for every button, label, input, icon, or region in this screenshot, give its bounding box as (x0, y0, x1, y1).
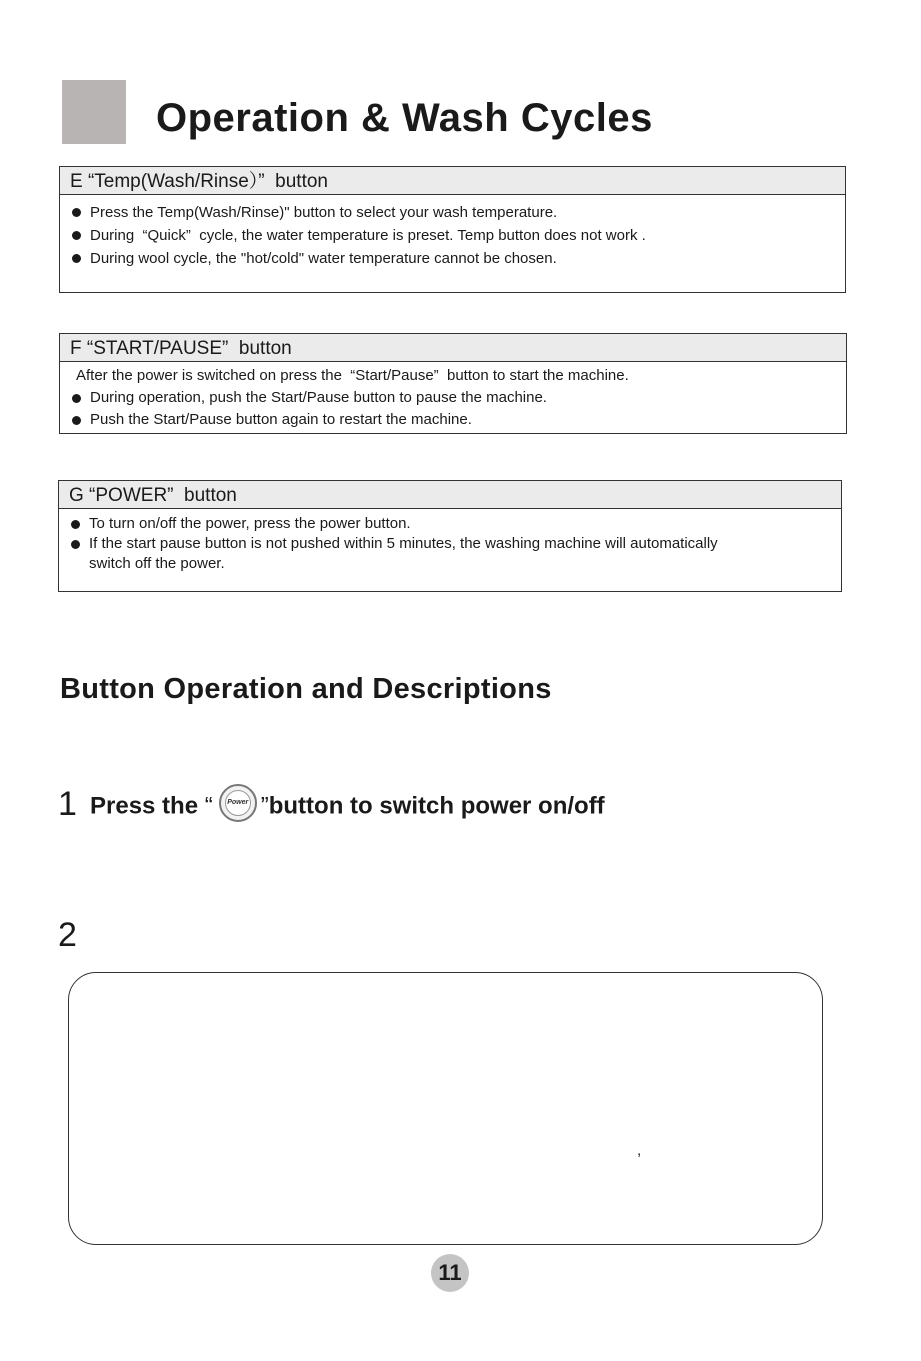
button-section-title: Button Operation and Descriptions (60, 673, 552, 705)
section-body-e (60, 195, 845, 270)
bullet-icon (72, 254, 81, 263)
section-heading-f: F “START/PAUSE” button (60, 334, 846, 362)
bullet-icon (72, 231, 81, 240)
step-2-panel (68, 972, 823, 1245)
page-title: Operation & Wash Cycles (156, 96, 653, 140)
section-body-g (59, 509, 841, 574)
bullet-icon (71, 540, 80, 549)
list-item: During wool cycle, the "hot/cold" water temperature cannot be chosen. (72, 247, 845, 270)
power-button-icon (219, 784, 257, 822)
open-quote: “ (204, 792, 213, 820)
step-number-2: 2 (58, 916, 77, 954)
power-section (58, 480, 842, 592)
bullet-icon (71, 520, 80, 529)
bullet-icon (72, 416, 81, 425)
close-quote: ” (260, 792, 269, 820)
temp-wash-rinse-section (59, 166, 846, 293)
section-heading-g: G “POWER” button (59, 481, 841, 509)
list-item: During “Quick” cycle, the water temperature is preset. Temp button does not work . (72, 224, 845, 247)
header-square (62, 80, 126, 144)
bullet-icon (72, 208, 81, 217)
list-item: If the start pause button is not pushed within 5 minutes, the washing machine will automatically (71, 534, 841, 554)
step-1-instruction (90, 792, 605, 822)
list-item: Push the Start/Pause button again to restart the machine. (72, 409, 846, 431)
step-number-1: 1 (58, 785, 77, 823)
intro-text: After the power is switched on press the “Start/Pause” button to start the machine. (76, 367, 629, 384)
list-item: During operation, push the Start/Pause button to pause the machine. (72, 387, 846, 409)
start-pause-section (59, 333, 847, 434)
section-body-f (60, 362, 846, 431)
page-number-badge: 11 (431, 1254, 469, 1292)
step-1-text-before: Press the (90, 792, 199, 820)
bullet-icon (72, 394, 81, 403)
list-item-continuation: switch off the power. (89, 555, 225, 572)
list-item: To turn on/off the power, press the power button. (71, 514, 841, 534)
power-icon-label: Power (225, 790, 251, 816)
list-item: Press the Temp(Wash/Rinse)" button to select your wash temperature. (72, 201, 845, 224)
stray-comma: , (637, 1142, 642, 1159)
section-heading-e: E “Temp(Wash/Rinse）” button (60, 167, 845, 195)
step-1-text-after: button to switch power on/off (268, 792, 605, 820)
